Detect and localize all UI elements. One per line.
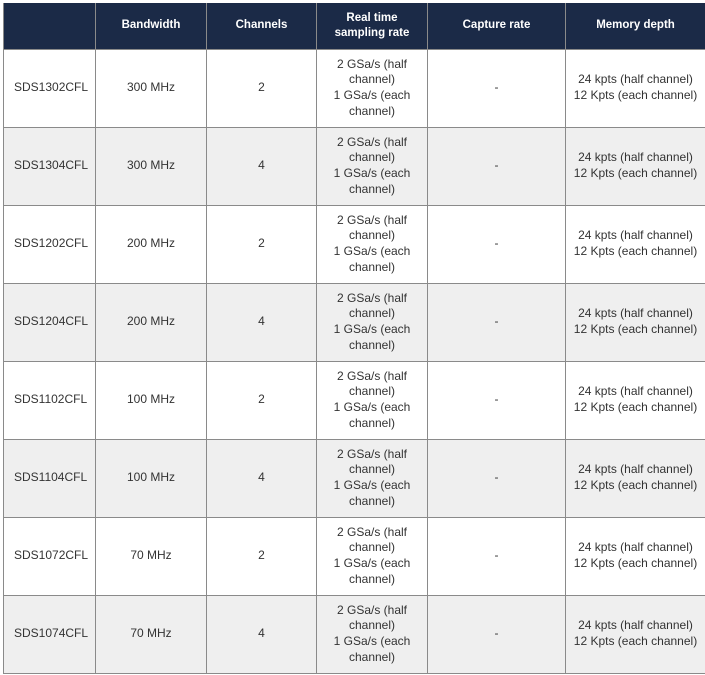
memory-each-text: 12 Kpts (each channel) xyxy=(573,244,698,258)
memory-each-text: 12 Kpts (each channel) xyxy=(573,322,698,336)
channels-cell: 2 xyxy=(207,205,317,283)
sampling-half-text: 2 GSa/s (half channel) xyxy=(336,56,408,87)
channels-cell: 4 xyxy=(207,439,317,517)
bandwidth-cell: 100 MHz xyxy=(96,439,207,517)
capture-rate-cell: - xyxy=(428,517,566,595)
sampling-half-text: 2 GSa/s (half channel) xyxy=(336,134,408,165)
memory-depth-cell xyxy=(566,517,705,595)
table-row xyxy=(4,517,705,595)
memory-half-text: 24 kpts (half channel) xyxy=(578,618,693,633)
table-body xyxy=(4,49,705,673)
memory-half-text: 24 kpts (half channel) xyxy=(578,384,693,399)
channels-cell: 2 xyxy=(207,49,317,127)
sampling-rate-cell xyxy=(317,439,428,517)
bandwidth-cell: 200 MHz xyxy=(96,283,207,361)
memory-each-text: 12 Kpts (each channel) xyxy=(573,400,698,414)
capture-rate-cell: - xyxy=(428,439,566,517)
memory-each-text: 12 Kpts (each channel) xyxy=(573,556,698,570)
memory-each-text: 12 Kpts (each channel) xyxy=(573,88,698,102)
capture-rate-cell: - xyxy=(428,595,566,673)
header-channels: Channels xyxy=(207,3,317,49)
model-cell: SDS1104CFL xyxy=(4,439,96,517)
memory-each-text: 12 Kpts (each channel) xyxy=(573,166,698,180)
table-row xyxy=(4,361,705,439)
sampling-rate-cell xyxy=(317,49,428,127)
bandwidth-cell: 70 MHz xyxy=(96,517,207,595)
sampling-half-text: 2 GSa/s (half channel) xyxy=(336,368,408,399)
memory-each-text: 12 Kpts (each channel) xyxy=(573,478,698,492)
capture-rate-cell: - xyxy=(428,283,566,361)
sampling-half-text: 2 GSa/s (half channel) xyxy=(336,446,408,477)
memory-depth-cell xyxy=(566,361,705,439)
model-cell: SDS1102CFL xyxy=(4,361,96,439)
table-header xyxy=(4,3,705,49)
bandwidth-cell: 200 MHz xyxy=(96,205,207,283)
sampling-each-text: 1 GSa/s (each channel) xyxy=(333,478,411,508)
sampling-half-text: 2 GSa/s (half channel) xyxy=(336,602,408,633)
channels-cell: 4 xyxy=(207,595,317,673)
header-bandwidth: Bandwidth xyxy=(96,3,207,49)
memory-half-text: 24 kpts (half channel) xyxy=(578,150,693,165)
sampling-half-text: 2 GSa/s (half channel) xyxy=(336,290,408,321)
memory-depth-cell xyxy=(566,595,705,673)
memory-depth-cell xyxy=(566,439,705,517)
table-row xyxy=(4,127,705,205)
capture-rate-cell: - xyxy=(428,205,566,283)
model-cell: SDS1072CFL xyxy=(4,517,96,595)
sampling-rate-cell xyxy=(317,361,428,439)
sampling-each-text: 1 GSa/s (each channel) xyxy=(333,400,411,430)
oscilloscope-spec-table xyxy=(3,3,705,674)
sampling-half-text: 2 GSa/s (half channel) xyxy=(336,212,408,243)
sampling-rate-cell xyxy=(317,517,428,595)
sampling-each-text: 1 GSa/s (each channel) xyxy=(333,322,411,352)
bandwidth-cell: 100 MHz xyxy=(96,361,207,439)
bandwidth-cell: 300 MHz xyxy=(96,49,207,127)
memory-half-text: 24 kpts (half channel) xyxy=(578,228,693,243)
sampling-rate-cell xyxy=(317,595,428,673)
capture-rate-cell: - xyxy=(428,361,566,439)
sampling-rate-cell xyxy=(317,205,428,283)
sampling-rate-cell xyxy=(317,127,428,205)
memory-depth-cell xyxy=(566,205,705,283)
channels-cell: 2 xyxy=(207,517,317,595)
memory-depth-cell xyxy=(566,127,705,205)
header-capture-rate: Capture rate xyxy=(428,3,566,49)
sampling-half-text: 2 GSa/s (half channel) xyxy=(336,524,408,555)
model-cell: SDS1204CFL xyxy=(4,283,96,361)
sampling-each-text: 1 GSa/s (each channel) xyxy=(333,556,411,586)
memory-half-text: 24 kpts (half channel) xyxy=(578,306,693,321)
capture-rate-cell: - xyxy=(428,49,566,127)
header-sampling-rate: Real time sampling rate xyxy=(317,3,428,49)
memory-depth-cell xyxy=(566,283,705,361)
memory-depth-cell xyxy=(566,49,705,127)
header-model xyxy=(4,3,96,49)
memory-half-text: 24 kpts (half channel) xyxy=(578,72,693,87)
sampling-each-text: 1 GSa/s (each channel) xyxy=(333,634,411,664)
sampling-each-text: 1 GSa/s (each channel) xyxy=(333,166,411,196)
table-row xyxy=(4,49,705,127)
bandwidth-cell: 70 MHz xyxy=(96,595,207,673)
sampling-each-text: 1 GSa/s (each channel) xyxy=(333,88,411,118)
sampling-each-text: 1 GSa/s (each channel) xyxy=(333,244,411,274)
model-cell: SDS1202CFL xyxy=(4,205,96,283)
header-row xyxy=(4,3,705,49)
table-row xyxy=(4,283,705,361)
channels-cell: 4 xyxy=(207,283,317,361)
header-memory-depth: Memory depth xyxy=(566,3,705,49)
model-cell: SDS1302CFL xyxy=(4,49,96,127)
sampling-rate-cell xyxy=(317,283,428,361)
bandwidth-cell: 300 MHz xyxy=(96,127,207,205)
table-row xyxy=(4,439,705,517)
model-cell: SDS1074CFL xyxy=(4,595,96,673)
memory-half-text: 24 kpts (half channel) xyxy=(578,462,693,477)
model-cell: SDS1304CFL xyxy=(4,127,96,205)
memory-half-text: 24 kpts (half channel) xyxy=(578,540,693,555)
memory-each-text: 12 Kpts (each channel) xyxy=(573,634,698,648)
capture-rate-cell: - xyxy=(428,127,566,205)
channels-cell: 2 xyxy=(207,361,317,439)
table-row xyxy=(4,595,705,673)
channels-cell: 4 xyxy=(207,127,317,205)
table-row xyxy=(4,205,705,283)
